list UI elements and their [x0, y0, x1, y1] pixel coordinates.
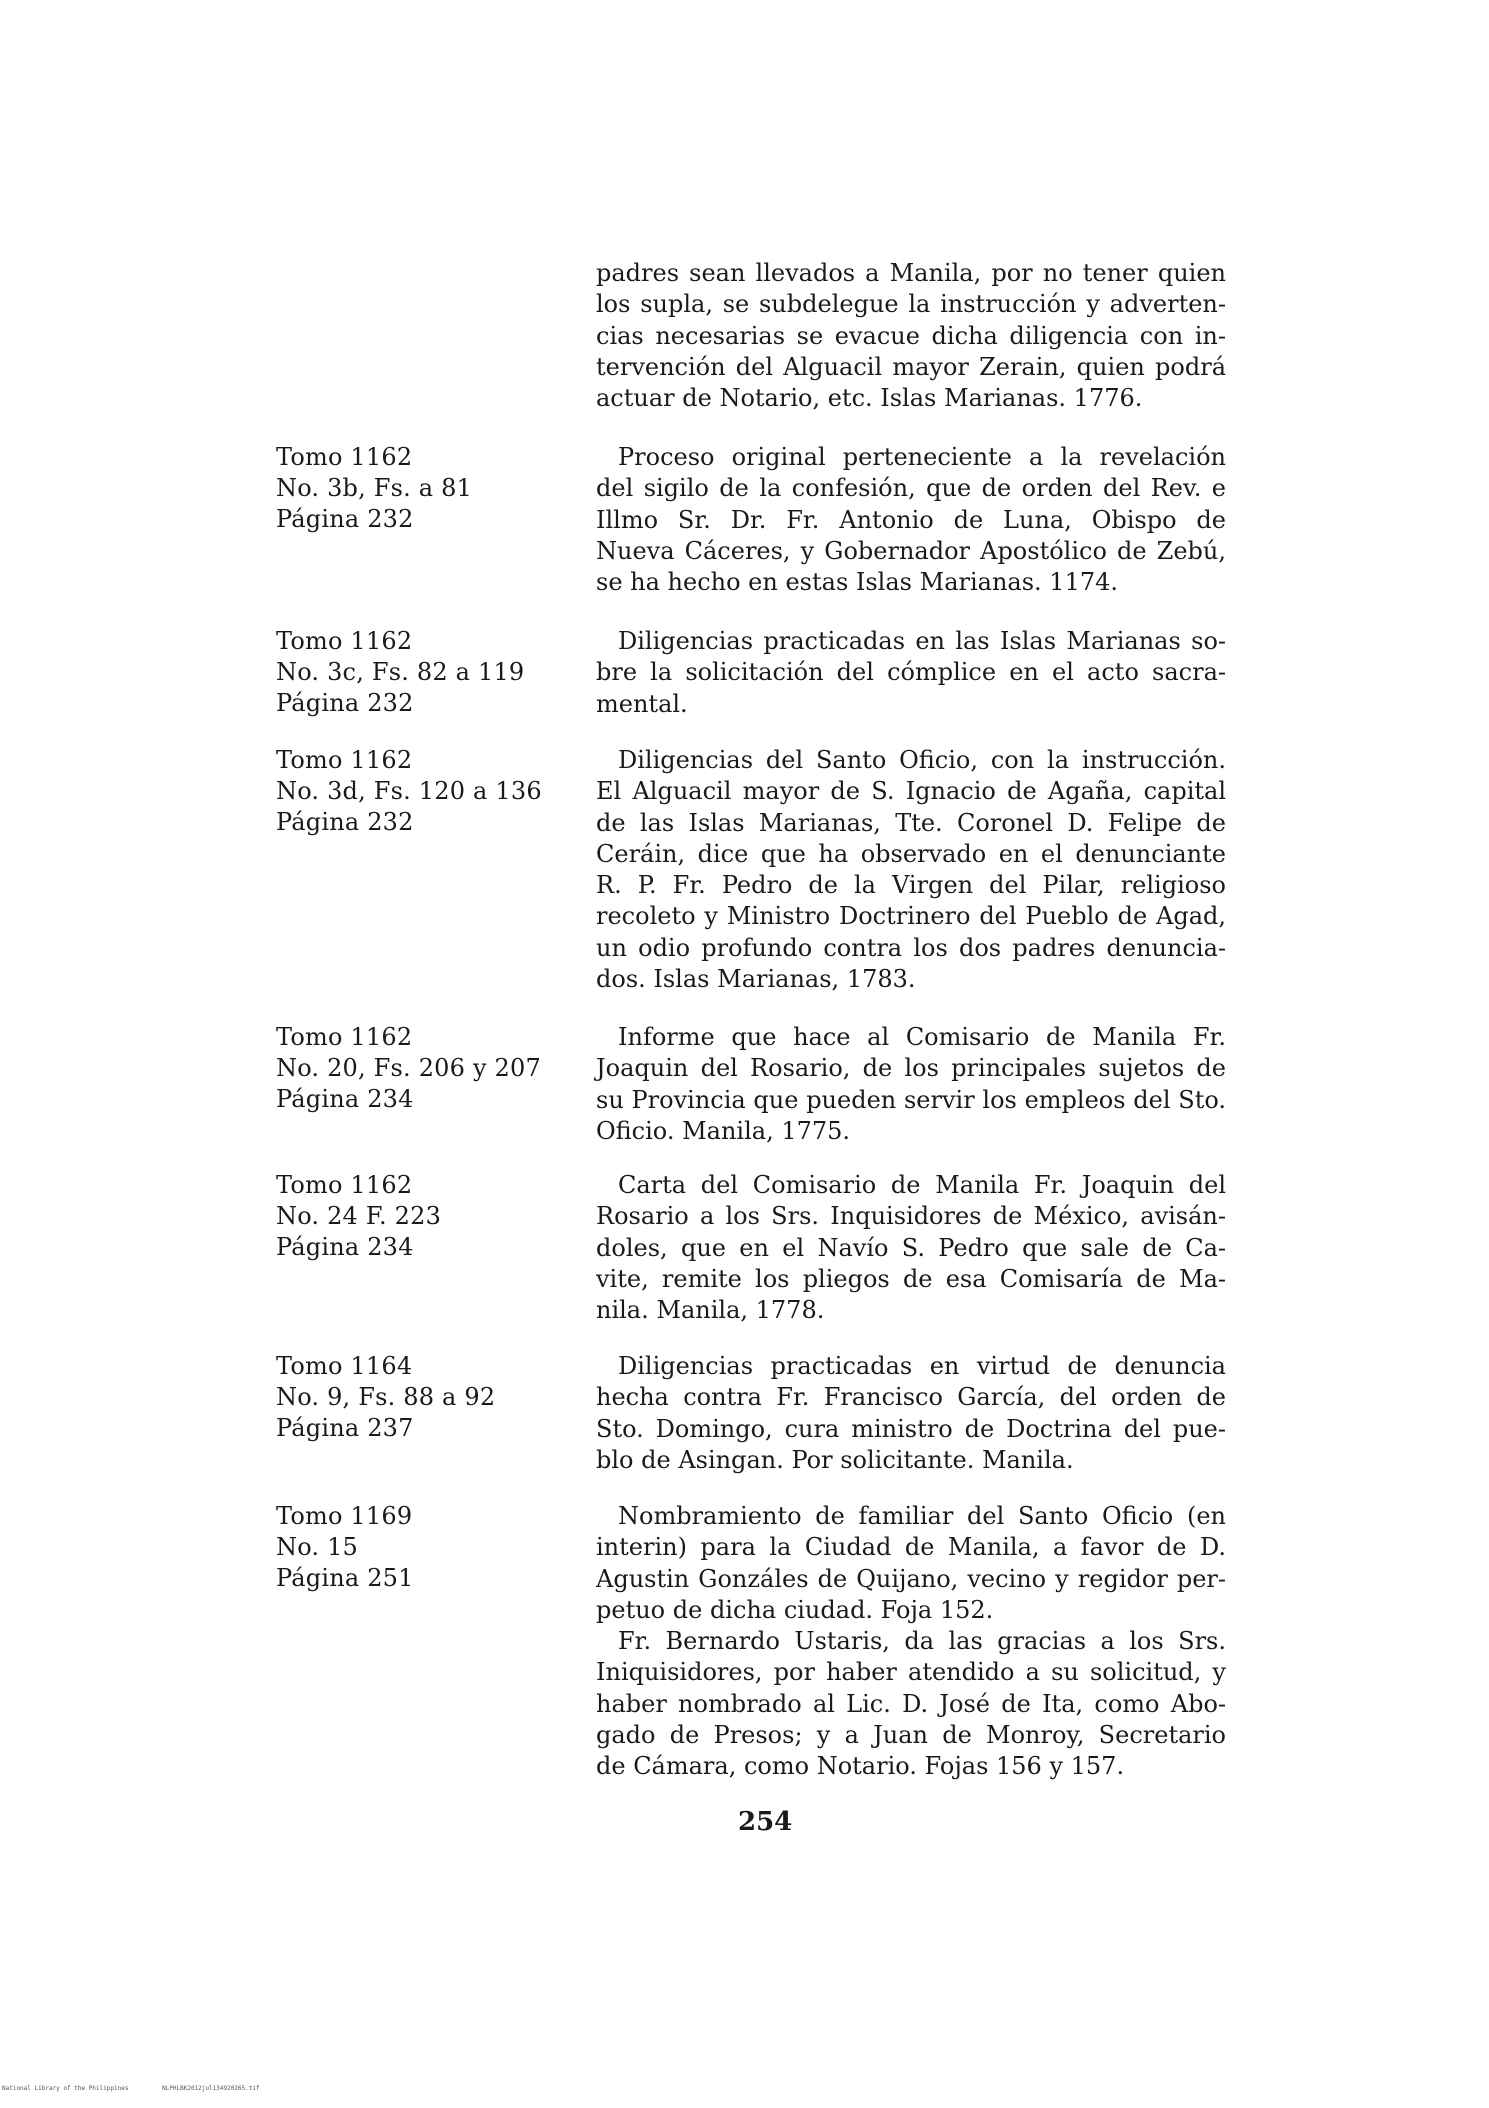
text-line: bre la solicitación del cómplice en el acto sacra- — [596, 658, 1226, 687]
folio-label: No. 20, Fs. 206 y 207 — [276, 1054, 541, 1082]
pagina-label: Página 234 — [276, 1233, 414, 1261]
pagina-label: Página 234 — [276, 1085, 414, 1113]
entry-text — [596, 1170, 1226, 1326]
text-line: Carta del Comisario de Manila Fr. Joaquin del — [618, 1171, 1226, 1199]
text-line: cias necesarias se evacue dicha diligencia con in- — [596, 321, 1226, 350]
pagina-label: Página 251 — [276, 1564, 414, 1592]
entry-text — [596, 1351, 1226, 1476]
entry-text — [596, 1626, 1226, 1782]
tomo-label: Tomo 1162 — [276, 1023, 413, 1051]
tomo-label: Tomo 1162 — [276, 746, 413, 774]
tomo-label: Tomo 1162 — [276, 627, 413, 655]
folio-label: No. 3c, Fs. 82 a 119 — [276, 658, 525, 686]
page-number: 254 — [738, 1807, 793, 1837]
file-id: NLPHLBK2012jul134920265.tif — [162, 2085, 260, 2092]
text-line: Nueva Cáceres, y Gobernador Apostólico de Zebú, — [596, 536, 1226, 565]
text-line: Diligencias practicadas en virtud de denuncia — [618, 1352, 1226, 1380]
text-line: Illmo Sr. Dr. Fr. Antonio de Luna, Obispo de — [596, 505, 1226, 534]
text-line: mental. — [596, 689, 688, 718]
archive-reference — [276, 1022, 541, 1115]
entry-text — [596, 1022, 1226, 1147]
text-line: su Provincia que pueden servir los empleos del Sto. — [596, 1085, 1226, 1114]
text-line: interin) para la Ciudad de Manila, a favor de D. — [596, 1533, 1226, 1562]
text-line: padres sean llevados a Manila, por no tener quien — [596, 259, 1226, 287]
folio-label: No. 24 F. 223 — [276, 1202, 442, 1230]
text-line: Ceráin, dice que ha observado en el denunciante — [596, 839, 1226, 868]
text-line: de las Islas Marianas, Tte. Coronel D. Felipe de — [596, 808, 1226, 837]
text-line: Joaquin del Rosario, de los principales sujetos de — [596, 1054, 1226, 1083]
archive-reference — [276, 745, 542, 838]
tomo-label: Tomo 1164 — [276, 1352, 413, 1380]
entry-text — [596, 258, 1226, 414]
text-line: Diligencias del Santo Oficio, con la instrucción. — [618, 746, 1226, 774]
pagina-label: Página 232 — [276, 505, 414, 533]
text-line: petuo de dicha ciudad. Foja 152. — [596, 1595, 994, 1624]
text-line: Agustin Gonzáles de Quijano, vecino y regidor per- — [596, 1564, 1226, 1593]
text-line: Rosario a los Srs. Inquisidores de México, avisán- — [596, 1202, 1226, 1231]
text-line: Fr. Bernardo Ustaris, da las gracias a los Srs. — [618, 1627, 1226, 1655]
tomo-label: Tomo 1162 — [276, 1171, 413, 1199]
text-line: nila. Manila, 1778. — [596, 1296, 825, 1325]
text-line: doles, que en el Navío S. Pedro que sale de Ca- — [596, 1233, 1226, 1262]
text-line: gado de Presos; y a Juan de Monroy, Secretario — [596, 1720, 1226, 1749]
text-line: R. P. Fr. Pedro de la Virgen del Pilar, religioso — [596, 871, 1226, 900]
entry-text — [596, 1501, 1226, 1626]
pagina-label: Página 232 — [276, 808, 414, 836]
library-name: National Library of the Philippines — [2, 2085, 129, 2092]
text-line: Diligencias practicadas en las Islas Marianas so- — [618, 627, 1226, 655]
archive-reference — [276, 442, 472, 535]
text-line: dos. Islas Marianas, 1783. — [596, 965, 916, 994]
text-line: Iniquisidores, por haber atendido a su solicitud, y — [596, 1658, 1226, 1687]
archive-reference — [276, 1501, 414, 1594]
entry-text — [596, 745, 1226, 995]
text-line: Sto. Domingo, cura ministro de Doctrina del pue- — [596, 1414, 1226, 1443]
folio-label: No. 15 — [276, 1533, 359, 1561]
text-line: Nombramiento de familiar del Santo Oficio (en — [618, 1502, 1226, 1530]
text-line: Proceso original perteneciente a la revelación — [618, 443, 1226, 471]
text-line: se ha hecho en estas Islas Marianas. 1174. — [596, 568, 1118, 597]
text-line: Informe que hace al Comisario de Manila Fr. — [618, 1023, 1226, 1051]
archive-reference — [276, 1170, 441, 1263]
folio-label: No. 3b, Fs. a 81 — [276, 474, 473, 502]
pagina-label: Página 232 — [276, 689, 414, 717]
text-line: un odio profundo contra los dos padres denuncia- — [596, 933, 1226, 962]
text-line: recoleto y Ministro Doctrinero del Pueblo de Agad, — [596, 902, 1226, 931]
entry-text — [596, 626, 1226, 720]
scan-footer — [2, 2085, 290, 2092]
text-line: hecha contra Fr. Francisco García, del orden de — [596, 1383, 1226, 1412]
entry-text — [596, 442, 1226, 598]
text-line: los supla, se subdelegue la instrucción y adverten- — [596, 290, 1226, 319]
archive-reference — [276, 626, 524, 719]
text-line: Oficio. Manila, 1775. — [596, 1116, 851, 1145]
pagina-label: Página 237 — [276, 1414, 414, 1442]
tomo-label: Tomo 1169 — [276, 1502, 413, 1530]
tomo-label: Tomo 1162 — [276, 443, 413, 471]
text-line: blo de Asingan. Por solicitante. Manila. — [596, 1445, 1074, 1474]
text-line: de Cámara, como Notario. Fojas 156 y 157. — [596, 1752, 1125, 1781]
archive-reference — [276, 1351, 495, 1444]
text-line: El Alguacil mayor de S. Ignacio de Agaña, capital — [596, 777, 1226, 806]
text-line: tervención del Alguacil mayor Zerain, quien podrá — [596, 352, 1226, 381]
folio-label: No. 9, Fs. 88 a 92 — [276, 1383, 496, 1411]
text-line: haber nombrado al Lic. D. José de Ita, como Abo- — [596, 1689, 1226, 1718]
folio-label: No. 3d, Fs. 120 a 136 — [276, 777, 542, 805]
text-line: del sigilo de la confesión, que de orden del Rev. e — [596, 474, 1226, 503]
text-line: actuar de Notario, etc. Islas Marianas. 1776. — [596, 384, 1143, 413]
text-line: vite, remite los pliegos de esa Comisaría de Ma- — [596, 1264, 1226, 1293]
